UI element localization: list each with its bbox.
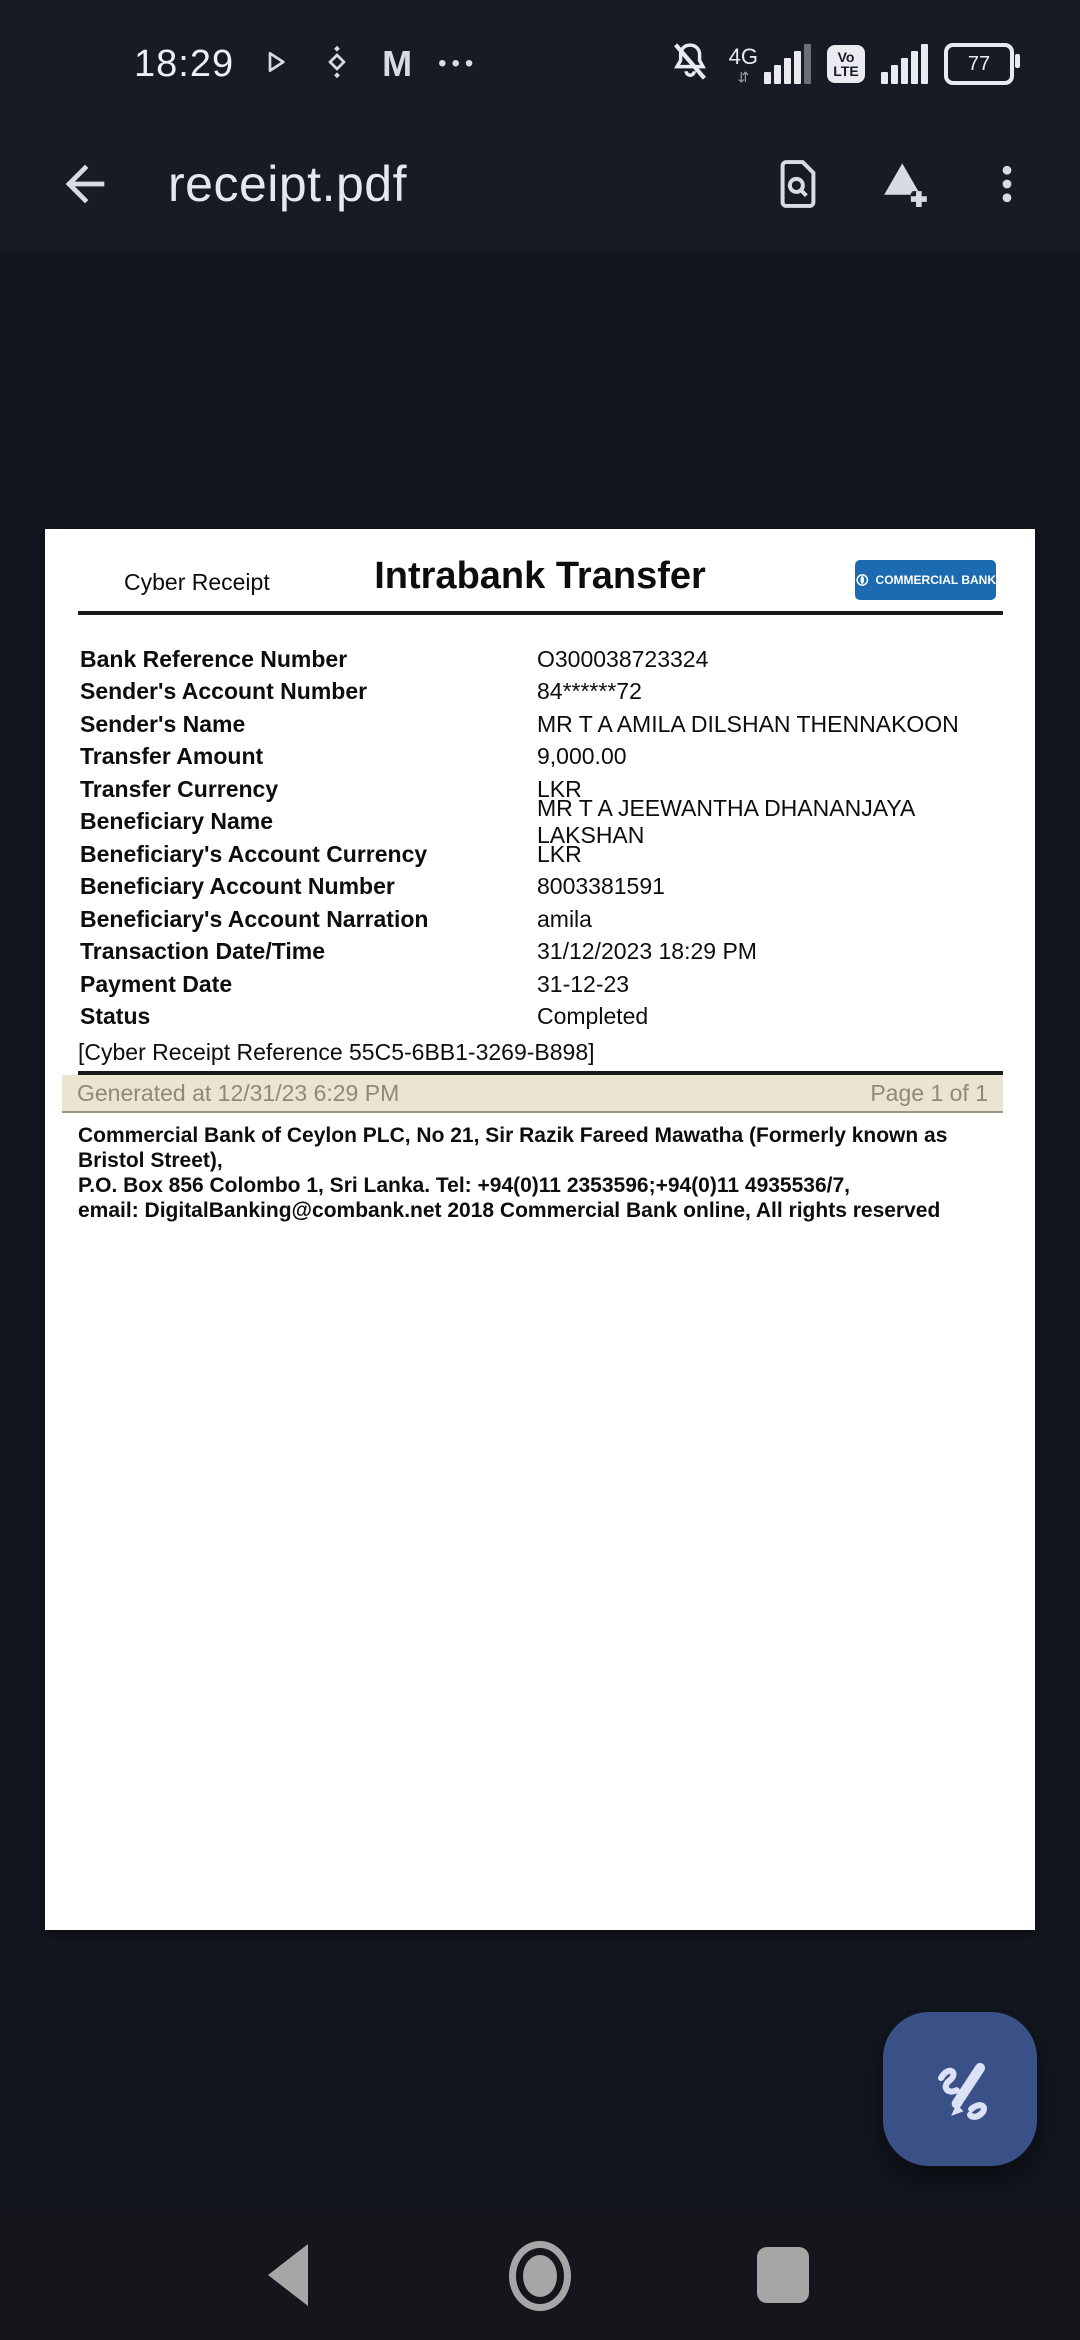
navigation-bar	[0, 2210, 1080, 2340]
annotate-fab-button[interactable]	[883, 2012, 1037, 2166]
gmail-icon: M	[382, 43, 413, 84]
field-row: Transaction Date/Time 31/12/2023 18:29 PM	[80, 938, 757, 965]
field-row: Beneficiary's Account Currency LKR	[80, 840, 582, 867]
cyber-receipt-reference: [Cyber Receipt Reference 55C5-6BB1-3269-B898]	[78, 1039, 595, 1065]
receipt-fields	[80, 643, 1007, 1033]
signal-bars-icon	[881, 44, 928, 84]
battery-icon	[944, 43, 1014, 85]
app-bar	[0, 118, 1080, 250]
status-bar	[0, 0, 1080, 118]
bell-muted-icon	[667, 39, 713, 90]
field-row: Bank Reference Number O300038723324	[80, 645, 709, 672]
pdf-page	[45, 529, 1035, 1930]
commercial-bank-logo	[855, 560, 996, 600]
nav-home-icon[interactable]	[509, 2241, 571, 2311]
field-row: Transfer Amount 9,000.00	[80, 743, 627, 770]
signal-4g-icon: 4G ⇵	[729, 44, 811, 84]
doc-type-label: Cyber Receipt	[124, 569, 270, 595]
bank-emblem-icon	[855, 569, 870, 591]
more-notifications-icon: •••	[438, 50, 479, 77]
field-row: Sender's Name MR T A AMILA DILSHAN THENNAKOON	[80, 710, 959, 737]
field-row: Status Completed	[80, 1003, 649, 1030]
nav-recents-icon[interactable]	[757, 2247, 809, 2303]
page-indicator: Page 1 of 1	[870, 1079, 988, 1106]
field-row: Transfer Currency LKR	[80, 775, 582, 802]
bank-address-footer: Commercial Bank of Ceylon PLC, No 21, Sir Razik Fareed Mawatha (Formerly known as Bristol Street), P.O. Box 856 Colombo 1, Sri Lanka. Tel: +94(0)11 2353596;+94(0)11 4935536/7, email: DigitalBanking@combank.net 2018 Commercial Bank online, All rights reserved	[78, 1124, 948, 1222]
volte-badge-icon: Vo LTE	[827, 45, 865, 83]
field-row: Beneficiary's Account Narration amila	[80, 905, 592, 932]
bank-logo-text: COMMERCIAL BANK	[875, 573, 996, 587]
field-row: Beneficiary Name MR T A JEEWANTHA DHANANJAYA LAKSHAN	[80, 794, 915, 848]
nav-home-inner	[523, 2255, 557, 2297]
battery-percent: 77	[967, 52, 991, 75]
data-arrows-icon: ⇵	[737, 69, 750, 85]
add-to-drive-button[interactable]	[876, 156, 932, 212]
signature-pen-icon	[921, 2049, 999, 2130]
binance-diamond-icon	[318, 43, 356, 86]
status-bar-left	[134, 43, 478, 86]
receipt-title: Intrabank Transfer	[374, 555, 706, 597]
play-store-icon	[260, 46, 292, 83]
field-row: Sender's Account Number 84******72	[80, 678, 642, 705]
field-row: Payment Date 31-12-23	[80, 970, 630, 997]
header-divider	[78, 611, 1003, 615]
document-title: receipt.pdf	[168, 156, 407, 212]
find-in-file-button[interactable]	[770, 156, 826, 212]
status-bar-right	[667, 39, 1014, 90]
back-button[interactable]	[56, 155, 114, 213]
field-row: Beneficiary Account Number 8003381591	[80, 873, 665, 900]
clock: 18:29	[134, 42, 235, 85]
generated-timestamp: Generated at 12/31/23 6:29 PM	[77, 1079, 400, 1106]
overflow-menu-button[interactable]	[982, 159, 1032, 209]
nav-back-icon[interactable]	[268, 2244, 308, 2306]
generated-bar	[62, 1075, 1003, 1113]
